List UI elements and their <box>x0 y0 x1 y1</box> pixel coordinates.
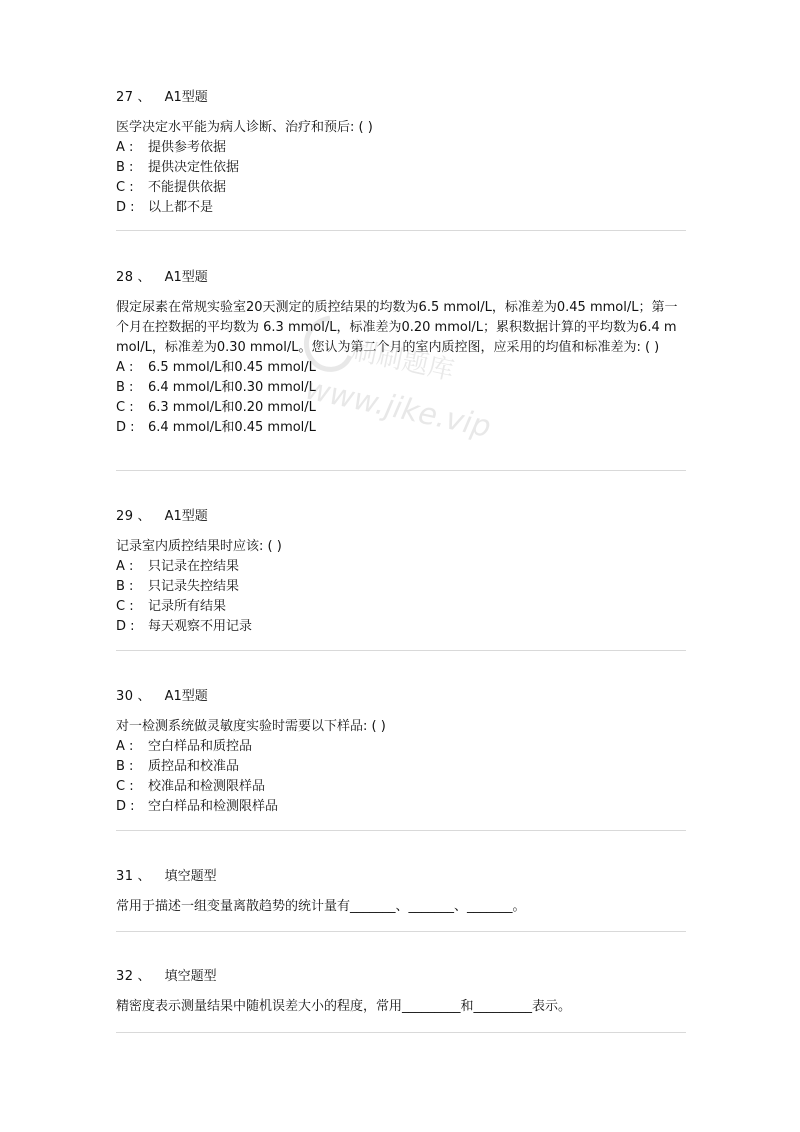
option-letter: B : <box>116 759 134 774</box>
option-text: 记录所有结果 <box>148 599 227 614</box>
option-d <box>116 797 686 817</box>
option-letter: B : <box>116 380 134 395</box>
option-letter: C : <box>116 180 134 195</box>
option-a <box>116 557 686 577</box>
question-header <box>116 967 686 987</box>
option-c <box>116 178 686 198</box>
option-text: 6.4 mmol/L和0.30 mmol/L <box>148 380 316 395</box>
option-text: 校准品和检测限样品 <box>148 779 266 794</box>
question-31 <box>116 867 686 917</box>
question-stem: 医学决定水平能为病人诊断、治疗和预后: ( ) <box>116 120 373 135</box>
option-letter: C : <box>116 779 134 794</box>
option-b <box>116 158 686 178</box>
question-stem: 记录室内质控结果时应该: ( ) <box>116 539 282 554</box>
question-number: 27 <box>116 90 134 105</box>
option-a <box>116 138 686 158</box>
option-letter: D : <box>116 420 135 435</box>
option-text: 空白样品和检测限样品 <box>148 799 279 814</box>
option-a <box>116 358 686 378</box>
option-text: 提供参考依据 <box>148 140 227 155</box>
option-text: 质控品和校准品 <box>148 759 240 774</box>
option-letter: B : <box>116 579 134 594</box>
question-type: A1型题 <box>164 689 208 704</box>
option-text: 提供决定性依据 <box>148 160 240 175</box>
option-d <box>116 617 686 637</box>
option-text: 6.3 mmol/L和0.20 mmol/L <box>148 400 316 415</box>
question-number: 28 <box>116 270 134 285</box>
option-letter: D : <box>116 619 135 634</box>
option-text: 6.5 mmol/L和0.45 mmol/L <box>148 360 316 375</box>
option-b <box>116 757 686 777</box>
divider <box>116 650 686 651</box>
question-28 <box>116 268 686 438</box>
option-c <box>116 398 686 418</box>
option-letter: D : <box>116 799 135 814</box>
option-b <box>116 577 686 597</box>
option-text: 每天观察不用记录 <box>148 619 253 634</box>
question-type: A1型题 <box>164 90 208 105</box>
question-header <box>116 687 686 707</box>
option-text: 不能提供依据 <box>148 180 227 195</box>
divider <box>116 931 686 932</box>
question-type: 填空题型 <box>164 869 217 884</box>
question-separator: 、 <box>137 270 151 285</box>
divider <box>116 830 686 831</box>
option-b <box>116 378 686 398</box>
option-text: 只记录失控结果 <box>148 579 240 594</box>
question-stem: 常用于描述一组变量离散趋势的统计量有_______、_______、_______。 <box>116 899 526 914</box>
question-29 <box>116 507 686 637</box>
option-text: 只记录在控结果 <box>148 559 240 574</box>
question-number: 31 <box>116 869 134 884</box>
question-header <box>116 507 686 527</box>
question-type: A1型题 <box>164 509 208 524</box>
question-27 <box>116 88 686 218</box>
question-type: A1型题 <box>164 270 208 285</box>
watermark-line2: www.jike.vip <box>302 371 494 445</box>
question-header <box>116 867 686 887</box>
option-letter: D : <box>116 200 135 215</box>
question-stem: 假定尿素在常规实验室20天测定的质控结果的均数为6.5 mmol/L，标准差为0.45 mmol/L；第一个月在控数据的平均数为 6.3 mmol/L，标准差为0.20 mmol/L；累积数据计算的平均数为6.4 mmol/L，标准差为0.30 mmol/L。您认为第二个月的室内质控图，应采用的均值和标准差为: ( ) <box>116 300 678 355</box>
question-type: 填空题型 <box>164 969 217 984</box>
watermark-line1: 刷刷题库 <box>348 335 457 387</box>
question-stem: 对一检测系统做灵敏度实验时需要以下样品: ( ) <box>116 719 386 734</box>
option-letter: C : <box>116 400 134 415</box>
option-letter: A : <box>116 360 134 375</box>
option-text: 6.4 mmol/L和0.45 mmol/L <box>148 420 316 435</box>
question-separator: 、 <box>137 969 151 984</box>
divider <box>116 470 686 471</box>
option-c <box>116 597 686 617</box>
question-30 <box>116 687 686 817</box>
divider <box>116 230 686 231</box>
option-letter: A : <box>116 739 134 754</box>
divider <box>116 1032 686 1033</box>
question-32 <box>116 967 686 1017</box>
option-text: 空白样品和质控品 <box>148 739 253 754</box>
option-d <box>116 418 686 438</box>
question-number: 32 <box>116 969 134 984</box>
option-a <box>116 737 686 757</box>
question-number: 29 <box>116 509 134 524</box>
question-stem: 精密度表示测量结果中随机误差大小的程度，常用_________和_________表示。 <box>116 999 572 1014</box>
question-separator: 、 <box>137 869 151 884</box>
question-separator: 、 <box>137 689 151 704</box>
option-c <box>116 777 686 797</box>
question-separator: 、 <box>137 509 151 524</box>
option-letter: B : <box>116 160 134 175</box>
option-text: 以上都不是 <box>148 200 214 215</box>
option-letter: C : <box>116 599 134 614</box>
question-separator: 、 <box>137 90 151 105</box>
option-letter: A : <box>116 559 134 574</box>
question-header <box>116 268 686 288</box>
option-d <box>116 198 686 218</box>
question-header <box>116 88 686 108</box>
question-number: 30 <box>116 689 134 704</box>
option-letter: A : <box>116 140 134 155</box>
